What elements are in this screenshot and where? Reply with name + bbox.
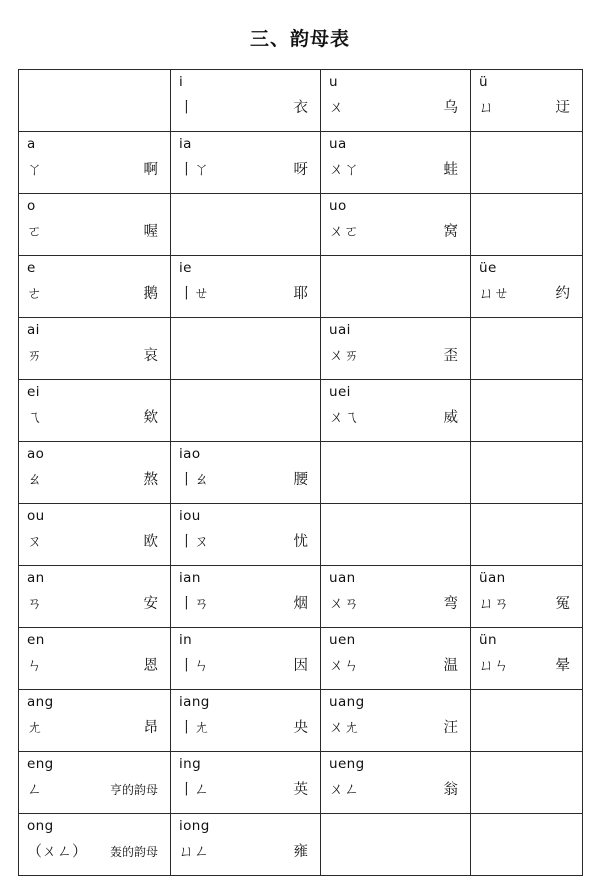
latin-text: iong	[179, 818, 210, 834]
zhuyin-text: ㄤ	[27, 717, 43, 736]
table-cell	[171, 442, 321, 504]
hanzi-text: 欸	[143, 409, 158, 426]
hanzi-text: 晕	[555, 657, 570, 674]
table-cell	[19, 566, 171, 628]
hanzi-text: 迂	[555, 99, 570, 116]
hanzi-text: 汪	[443, 719, 458, 736]
zhuyin-text: ㄡ	[27, 531, 43, 550]
latin-text: uan	[329, 570, 356, 586]
hanzi-text: 雍	[293, 843, 308, 860]
hanzi-text: 蛙	[443, 161, 458, 178]
table-row	[19, 380, 583, 442]
zhuyin-text: 丨ㄢ	[179, 593, 210, 612]
table-cell	[171, 504, 321, 566]
hanzi-text: 乌	[443, 99, 458, 116]
rhyme-table	[18, 69, 583, 876]
hanzi-text: 窝	[443, 223, 458, 240]
zhuyin-text: ㄟ	[27, 407, 43, 426]
table-cell	[321, 690, 471, 752]
zhuyin-text: ㄨㄟ	[329, 407, 360, 426]
latin-text: uai	[329, 322, 351, 338]
zhuyin-text: ㄨㄤ	[329, 717, 360, 736]
table-row	[19, 628, 583, 690]
table-cell	[171, 628, 321, 690]
table-row	[19, 194, 583, 256]
table-cell	[471, 690, 583, 752]
hanzi-text: 欧	[143, 533, 158, 550]
latin-text: uo	[329, 198, 347, 214]
table-cell	[19, 318, 171, 380]
table-cell	[19, 628, 171, 690]
rhyme-table-wrap	[18, 69, 582, 876]
hanzi-text: 安	[143, 595, 158, 612]
table-cell	[171, 318, 321, 380]
table-cell	[19, 132, 171, 194]
latin-text: ie	[179, 260, 192, 276]
latin-text: i	[179, 74, 184, 90]
table-cell	[19, 70, 171, 132]
latin-text: a	[27, 136, 36, 152]
hanzi-text: 忧	[293, 533, 308, 550]
table-row	[19, 132, 583, 194]
latin-text: ü	[479, 74, 488, 90]
zhuyin-text: ㄨ	[329, 97, 345, 116]
table-row	[19, 318, 583, 380]
hanzi-text: 约	[555, 285, 570, 302]
hanzi-text: 威	[443, 409, 458, 426]
hanzi-text: 冤	[555, 595, 570, 612]
table-cell	[171, 380, 321, 442]
hanzi-text: 央	[293, 719, 308, 736]
table-cell	[171, 690, 321, 752]
table-row	[19, 690, 583, 752]
latin-text: ueng	[329, 756, 365, 772]
latin-text: eng	[27, 756, 54, 772]
zhuyin-text: （ㄨㄥ）	[27, 841, 88, 860]
rhyme-table-body	[19, 70, 583, 876]
table-cell	[471, 442, 583, 504]
table-row	[19, 752, 583, 814]
zhuyin-text: ㄠ	[27, 469, 43, 488]
table-cell	[19, 690, 171, 752]
zhuyin-text: ㄩㄢ	[479, 593, 510, 612]
hanzi-text: 鹅	[143, 285, 158, 302]
zhuyin-text: 丨ㄠ	[179, 469, 210, 488]
hanzi-text: 歪	[443, 347, 458, 364]
zhuyin-text: ㄨㄚ	[329, 159, 360, 178]
table-row	[19, 442, 583, 504]
hanzi-text: 喔	[143, 223, 158, 240]
zhuyin-text: ㄨㄛ	[329, 221, 360, 240]
latin-text: in	[179, 632, 193, 648]
hanzi-text: 昂	[143, 719, 158, 736]
latin-text: ai	[27, 322, 40, 338]
hanzi-text: 弯	[443, 595, 458, 612]
zhuyin-text: ㄜ	[27, 283, 43, 302]
table-cell	[19, 194, 171, 256]
zhuyin-text: 丨	[179, 97, 195, 116]
latin-text: o	[27, 198, 36, 214]
table-cell	[471, 566, 583, 628]
table-cell	[321, 132, 471, 194]
table-row	[19, 566, 583, 628]
latin-text: uen	[329, 632, 356, 648]
hanzi-text: 耶	[293, 285, 308, 302]
table-row	[19, 70, 583, 132]
latin-text: e	[27, 260, 36, 276]
hanzi-text: 呀	[293, 161, 308, 178]
table-cell	[471, 132, 583, 194]
latin-text: ei	[27, 384, 40, 400]
zhuyin-text: 丨ㄥ	[179, 779, 210, 798]
table-cell	[19, 256, 171, 318]
zhuyin-text: ㄨㄞ	[329, 345, 360, 364]
latin-text: uang	[329, 694, 365, 710]
latin-text: en	[27, 632, 45, 648]
latin-text: u	[329, 74, 338, 90]
table-row	[19, 504, 583, 566]
table-cell	[321, 194, 471, 256]
table-cell	[321, 380, 471, 442]
zhuyin-text: 丨ㄡ	[179, 531, 210, 550]
latin-text: üe	[479, 260, 497, 276]
zhuyin-text: ㄨㄣ	[329, 655, 360, 674]
hanzi-text: 亨的韵母	[109, 782, 158, 797]
hanzi-text: 温	[443, 657, 458, 674]
table-cell	[321, 504, 471, 566]
table-cell	[171, 70, 321, 132]
latin-text: iang	[179, 694, 210, 710]
hanzi-text: 恩	[143, 657, 158, 674]
table-cell	[471, 752, 583, 814]
latin-text: ou	[27, 508, 45, 524]
table-cell	[171, 132, 321, 194]
latin-text: ua	[329, 136, 347, 152]
table-cell	[19, 752, 171, 814]
table-cell	[171, 194, 321, 256]
zhuyin-text: 丨ㄚ	[179, 159, 210, 178]
table-cell	[171, 814, 321, 876]
hanzi-text: 哀	[143, 347, 158, 364]
zhuyin-text: ㄩㄝ	[479, 283, 510, 302]
hanzi-text: 啊	[143, 161, 158, 178]
latin-text: ang	[27, 694, 54, 710]
latin-text: ia	[179, 136, 192, 152]
latin-text: üan	[479, 570, 506, 586]
zhuyin-text: 丨ㄝ	[179, 283, 210, 302]
zhuyin-text: ㄩㄣ	[479, 655, 510, 674]
table-row	[19, 814, 583, 876]
table-cell	[321, 814, 471, 876]
table-cell	[19, 504, 171, 566]
table-cell	[321, 442, 471, 504]
latin-text: iou	[179, 508, 201, 524]
hanzi-text: 烟	[293, 595, 308, 612]
hanzi-text: 因	[293, 657, 308, 674]
zhuyin-text: 丨ㄣ	[179, 655, 210, 674]
hanzi-text: 熬	[143, 471, 158, 488]
table-cell	[471, 194, 583, 256]
latin-text: ong	[27, 818, 54, 834]
table-cell	[471, 814, 583, 876]
zhuyin-text: 丨ㄤ	[179, 717, 210, 736]
zhuyin-text: ㄩㄥ	[179, 841, 210, 860]
zhuyin-text: ㄚ	[27, 159, 43, 178]
table-cell	[171, 566, 321, 628]
zhuyin-text: ㄨㄥ	[329, 779, 360, 798]
latin-text: ian	[179, 570, 201, 586]
zhuyin-text: ㄩ	[479, 97, 495, 116]
hanzi-text: 衣	[293, 99, 308, 116]
table-cell	[321, 318, 471, 380]
table-cell	[471, 70, 583, 132]
zhuyin-text: ㄞ	[27, 345, 43, 364]
table-cell	[321, 70, 471, 132]
table-cell	[171, 256, 321, 318]
table-cell	[471, 504, 583, 566]
table-cell	[471, 318, 583, 380]
zhuyin-text: ㄨㄢ	[329, 593, 360, 612]
latin-text: iao	[179, 446, 201, 462]
latin-text: ing	[179, 756, 202, 772]
hanzi-text: 英	[293, 781, 308, 798]
table-cell	[471, 256, 583, 318]
latin-text: ao	[27, 446, 45, 462]
table-cell	[19, 442, 171, 504]
table-cell	[171, 752, 321, 814]
latin-text: an	[27, 570, 45, 586]
hanzi-text: 轰的韵母	[109, 844, 158, 859]
table-row	[19, 256, 583, 318]
table-cell	[321, 566, 471, 628]
hanzi-text: 腰	[293, 471, 308, 488]
latin-text: uei	[329, 384, 351, 400]
zhuyin-text: ㄢ	[27, 593, 43, 612]
hanzi-text: 翁	[443, 781, 458, 798]
table-cell	[19, 814, 171, 876]
table-cell	[471, 380, 583, 442]
table-cell	[321, 752, 471, 814]
latin-text: ün	[479, 632, 497, 648]
table-cell	[321, 628, 471, 690]
table-cell	[321, 256, 471, 318]
zhuyin-text: ㄣ	[27, 655, 43, 674]
table-cell	[19, 380, 171, 442]
zhuyin-text: ㄥ	[27, 779, 43, 798]
page-title: 三、韵母表	[249, 28, 350, 50]
zhuyin-text: ㄛ	[27, 221, 43, 240]
table-cell	[471, 628, 583, 690]
